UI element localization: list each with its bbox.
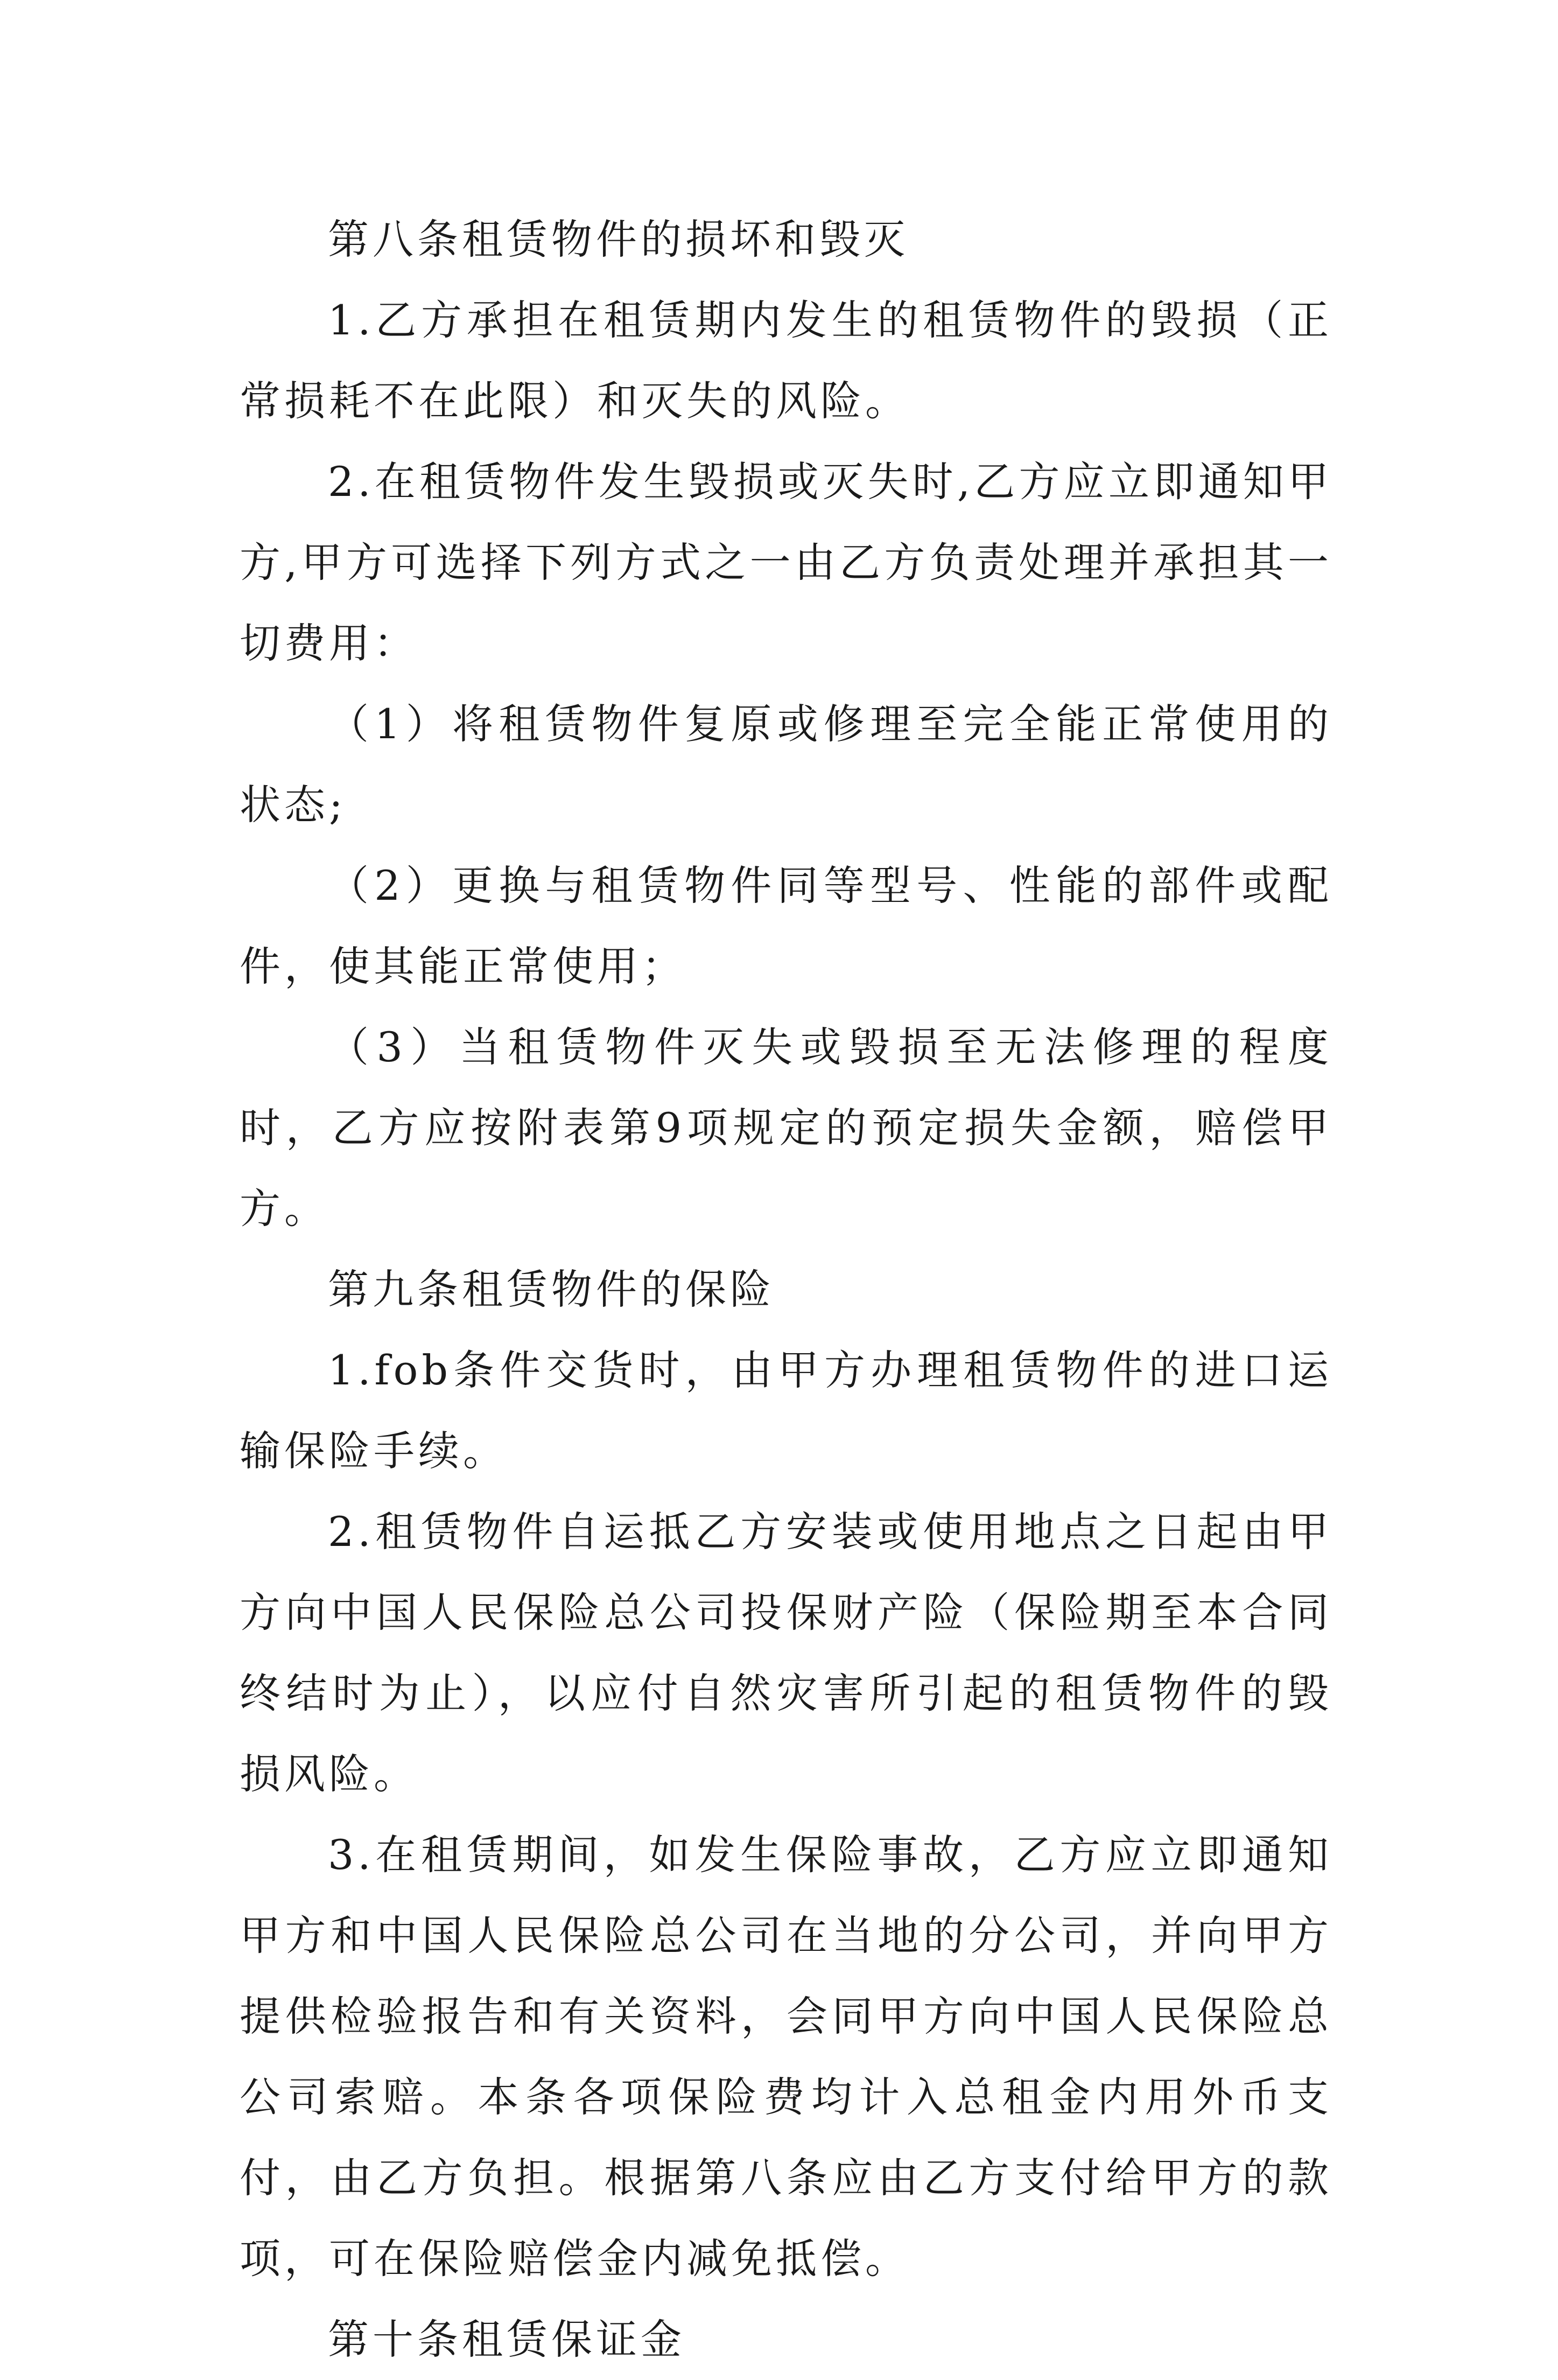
article-10-heading: 第十条租赁保证金 bbox=[328, 2315, 685, 2363]
article-8-option-1: （1）将租赁物件复原或修理至完全能正常使用的状态; bbox=[240, 700, 1332, 829]
article-8-clause-2: 2.在租赁物件发生毁损或灭失时,乙方应立即通知甲方,甲方可选择下列方式之一由乙方负责处理并承担其一切费用： bbox=[240, 458, 1332, 667]
article-8-option-3: （3）当租赁物件灭失或毁损至无法修理的程度时，乙方应按附表第9项规定的预定损失金额，赔偿甲方。 bbox=[240, 1023, 1332, 1233]
article-9-clause-2: 2.租赁物件自运抵乙方安装或使用地点之日起由甲方向中国人民保险总公司投保财产险（保险期至本合同终结时为止），以应付自然灾害所引起的租赁物件的毁损风险。 bbox=[240, 1508, 1332, 1798]
article-9-heading: 第九条租赁物件的保险 bbox=[328, 1265, 775, 1313]
article-9-clause-3: 3.在租赁期间，如发生保险事故，乙方应立即通知甲方和中国人民保险总公司在当地的分公司，并向甲方提供检验报告和有关资料，会同甲方向中国人民保险总公司索赔。本条各项保险费均计入总租金内用外币支付，由乙方负担。根据第八条应由乙方支付给甲方的款项，可在保险赔偿金内减免抵偿。 bbox=[240, 1831, 1332, 2283]
article-8-heading: 第八条租赁物件的损坏和毁灭 bbox=[328, 215, 909, 263]
article-8-clause-1: 1.乙方承担在租赁期内发生的租赁物件的毁损（正常损耗不在此限）和灭失的风险。 bbox=[240, 296, 1332, 425]
document-body bbox=[240, 199, 1332, 2380]
article-8-option-2: （2）更换与租赁物件同等型号、性能的部件或配件，使其能正常使用； bbox=[240, 862, 1332, 990]
article-9-clause-1: 1.fob条件交货时，由甲方办理租赁物件的进口运输保险手续。 bbox=[240, 1346, 1332, 1475]
